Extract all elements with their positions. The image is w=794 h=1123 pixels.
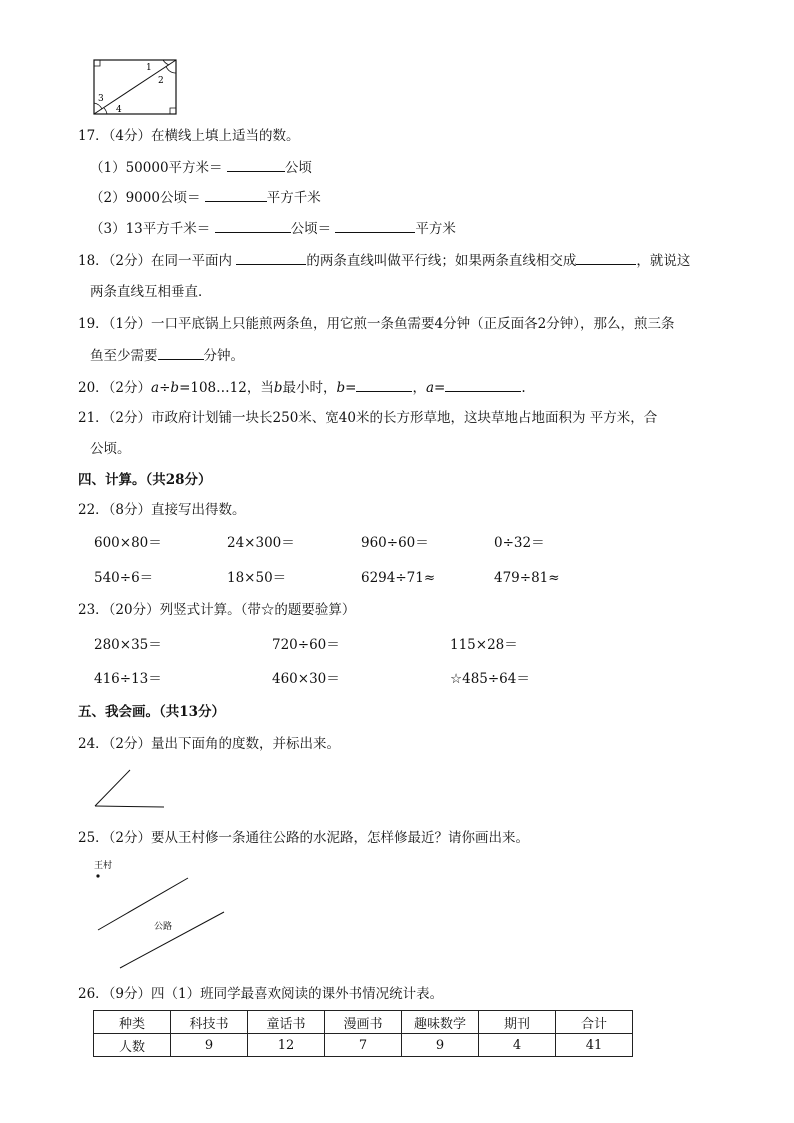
- q25-stem: 25．（2分）要从王村修一条通往公路的水泥路，怎样修最近？请你画出来。: [78, 830, 530, 846]
- q22-r1-c4: 0÷32＝: [494, 535, 545, 551]
- q20-eq: =108…12，当: [179, 380, 274, 396]
- angle-label-4: 4: [116, 105, 122, 115]
- q18-line2: 两条直线互相垂直．: [90, 284, 212, 300]
- q20-var-b3: b: [336, 380, 346, 396]
- q21-line2: 公顷。: [90, 441, 131, 457]
- q20-eq3: =: [434, 380, 446, 396]
- q18-mid: 的两条直线叫做平行线；如果两条直线相交成: [306, 253, 577, 269]
- q23-stem: 23．（20分）列竖式计算。（带☆的题要验算）: [78, 602, 356, 618]
- road-edge-upper: [98, 878, 188, 930]
- q19-line2: [90, 345, 244, 366]
- q17-part1: [90, 157, 312, 178]
- q18-blank-2[interactable]: [576, 250, 636, 265]
- q17-part2-blank[interactable]: [205, 187, 267, 202]
- road-label: 公路: [154, 922, 173, 932]
- q20-var-b2: b: [273, 380, 283, 396]
- q22-r2-c1: 540÷6＝: [94, 570, 154, 586]
- q20-comma: ，: [412, 380, 426, 396]
- table-header-row: [94, 1011, 633, 1034]
- q18-suffix: ，就说这: [636, 253, 691, 269]
- book-stats-table: [93, 1010, 633, 1057]
- table-cell: 人数: [94, 1034, 171, 1057]
- table-header-cell: 童话书: [248, 1011, 325, 1034]
- village-point[interactable]: [96, 874, 99, 877]
- q17-part3-mid: 公顷＝: [290, 221, 332, 237]
- q17-part1-blank[interactable]: [227, 157, 285, 172]
- q19-blank[interactable]: [158, 345, 204, 360]
- q22-r1-c2: 24×300＝: [227, 535, 295, 551]
- table-cell: 9: [171, 1034, 248, 1057]
- q20-var-a2: a: [425, 380, 435, 396]
- q19-line1: 19．（1分）一口平底锅上只能煎两条鱼，用它煎一条鱼需要4分钟（正反面各2分钟），那么，煎三条: [78, 316, 675, 332]
- q17-part1-suffix: 公顷: [284, 160, 312, 176]
- table-cell: 41: [556, 1034, 633, 1057]
- q20-mid: 最小时，: [282, 380, 337, 396]
- q20-prefix: 20．（2分）: [78, 380, 152, 396]
- q23-r1-c2: 720÷60＝: [272, 637, 340, 653]
- q17-part3-suffix: 平方米: [415, 221, 456, 237]
- table-header-cell: 趣味数学: [402, 1011, 479, 1034]
- rectangle-angle-figure: [90, 56, 180, 118]
- q20-var-a: a: [151, 380, 160, 396]
- section-5-heading: 五、我会画。（共13分）: [78, 704, 226, 720]
- q17-part3-blank-a[interactable]: [215, 218, 291, 233]
- q24-stem: 24．（2分）量出下面角的度数，并标出来。: [78, 736, 341, 752]
- angle-label-2: 2: [158, 76, 164, 86]
- angle-label-3: 3: [98, 94, 104, 104]
- q26-stem: 26．（9分）四（1）班同学最喜欢阅读的课外书情况统计表。: [78, 986, 444, 1002]
- q20-end: .: [521, 380, 526, 396]
- village-label: 王村: [94, 861, 113, 871]
- table-cell: 4: [479, 1034, 556, 1057]
- table-header-cell: 科技书: [171, 1011, 248, 1034]
- q20-blank-a[interactable]: [445, 377, 521, 392]
- table-header-cell: 种类: [94, 1011, 171, 1034]
- q22-r1-c1: 600×80＝: [94, 535, 162, 551]
- table-header-cell: 期刊: [479, 1011, 556, 1034]
- road-village-figure: [90, 856, 230, 972]
- angle-label-1: 1: [146, 63, 152, 73]
- table-header-cell: 漫画书: [325, 1011, 402, 1034]
- section-4-heading: 四、计算。（共28分）: [78, 472, 212, 488]
- q20-line: [78, 377, 526, 398]
- q20-var-b: b: [170, 380, 180, 396]
- q17-part2-suffix: 平方千米: [266, 190, 321, 206]
- q23-r2-c2: 460×30＝: [272, 671, 340, 687]
- table-cell: 7: [325, 1034, 402, 1057]
- q17-part2-prefix: （2）9000公顷＝: [90, 190, 201, 206]
- q23-r2-c3: ☆485÷64＝: [450, 671, 530, 687]
- q19-prefix: 鱼至少需要: [90, 348, 158, 364]
- q17-part3: [90, 218, 456, 239]
- q19-suffix: 分钟。: [203, 348, 244, 364]
- q18-prefix: 18．（2分）在同一平面内: [78, 253, 233, 269]
- q17-stem: 17．（4分）在横线上填上适当的数。: [78, 128, 300, 144]
- angle-figure: [92, 766, 168, 810]
- road-edge-lower: [120, 912, 224, 968]
- q22-r1-c3: 960÷60＝: [361, 535, 429, 551]
- q21-line1: 21．（2分）市政府计划铺一块长250米、宽40米的长方形草地，这块草地占地面积为 平方米，合: [78, 410, 658, 426]
- q20-eq2: =: [345, 380, 357, 396]
- q17-part3-blank-b[interactable]: [335, 218, 415, 233]
- q22-r2-c4: 479÷81≈: [494, 570, 560, 586]
- q20-div: ÷: [159, 380, 171, 396]
- q23-r2-c1: 416÷13＝: [94, 671, 162, 687]
- q22-stem: 22．（8分）直接写出得数。: [78, 502, 246, 518]
- q18-blank-1[interactable]: [236, 250, 306, 265]
- q22-r2-c2: 18×50＝: [227, 570, 287, 586]
- q17-part2: [90, 187, 321, 208]
- table-row: [94, 1034, 633, 1057]
- table-cell: 12: [248, 1034, 325, 1057]
- q22-r2-c3: 6294÷71≈: [361, 570, 436, 586]
- q18-line1: [78, 250, 690, 271]
- table-header-cell: 合计: [556, 1011, 633, 1034]
- table-cell: 9: [402, 1034, 479, 1057]
- q23-r1-c3: 115×28＝: [450, 637, 518, 653]
- q23-r1-c1: 280×35＝: [94, 637, 162, 653]
- q17-part3-prefix: （3）13平方千米＝: [90, 221, 211, 237]
- q17-part1-prefix: （1）50000平方米＝: [90, 160, 223, 176]
- q20-blank-b[interactable]: [356, 377, 412, 392]
